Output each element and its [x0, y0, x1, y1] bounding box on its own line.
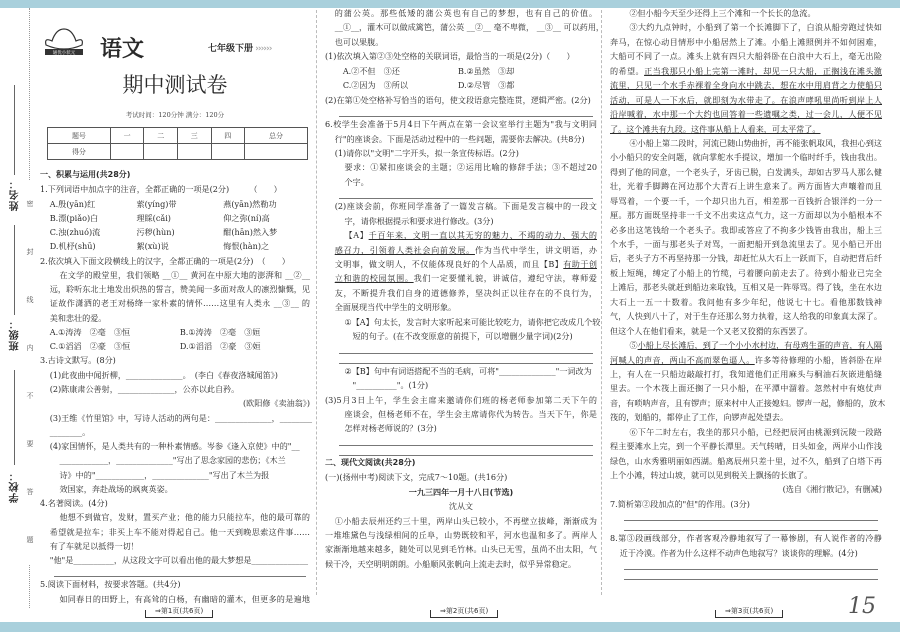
text-line [610, 338, 882, 352]
score-header: 总分 [245, 128, 308, 144]
school-field[interactable] [14, 370, 15, 465]
underlined-text: 立和谐的校园氛围。 [334, 273, 414, 284]
text-line: 希望就是拉车；非买上车不能对得起自己。他一天到晚思索这件事…… [49, 526, 310, 537]
underlined-text: 千百年来，文明一直以其无穷的魅力、不竭的动力、强大的 [368, 230, 597, 241]
answer-options [40, 239, 310, 253]
answer-line[interactable] [54, 567, 306, 577]
option: 燕(yān)然勒功 [223, 198, 277, 209]
text-line: 辱骂着，一个要一千，一个却只出九百，相差那一百钱折合银洋约一分一 [610, 195, 882, 206]
page-footer-2: ⇒第2页(共6页) [430, 606, 498, 618]
subject-title: 语文 [100, 37, 145, 62]
option: D.①滔滔 ②豪 ③姮 [179, 341, 261, 352]
answer-options [40, 211, 310, 225]
text-line: 他想不到做官，发财，置买产业；他的能力只能拉车，他的最可靠的 [59, 512, 310, 523]
option: A.②不但 ③还 [334, 65, 400, 76]
score-header: 一 [110, 128, 144, 144]
option: B.漂(piǎo)白 [49, 212, 99, 223]
text-line: 怎样对杨老师说的？(3分) [344, 423, 437, 434]
score-row-label: 得分 [48, 144, 111, 160]
text-line: ④小船上第二段时，河流已随山势曲折，再不能张帆取风，我担心到这 [629, 137, 882, 148]
answer-line[interactable] [624, 570, 878, 580]
text-line: 后，老头子方不再坚持那一分钱，却赶忙从大石上一跃而下，自动把背后纤 [610, 253, 882, 264]
option: 絮(xù)说 [136, 241, 169, 252]
text-line [610, 107, 882, 121]
text-line: (2)陈康肃公善射，______________，公亦以此自矜。 [49, 383, 240, 394]
text-line: 的蒲公英。那些低矮的蒲公英也有自己的梦想，也有自己的价值。 [334, 8, 597, 18]
text-line: 个水手，一面与那老头子对骂，一面把船开到急流里去了。见小船已开出 [610, 239, 882, 249]
text-line [325, 271, 597, 285]
option: D.机杼(shū) [49, 241, 96, 252]
underlined-text: 小船上尽长滩后，到了一个小小水村边，有母鸡生蛋的声音，有人隔 [637, 340, 882, 351]
score-cell[interactable] [144, 144, 178, 160]
page-footer-1: ⇒第1页(共6页) [145, 606, 213, 618]
option: A.殷(yān)红 [49, 198, 96, 209]
text-line: 音，有唢呐声音，且有锣声；原来村中人正接媳妇。锣声一起，修船的，放木 [610, 397, 886, 408]
option [400, 64, 458, 78]
score-header: 二 [144, 128, 178, 144]
score-cell[interactable] [110, 144, 144, 160]
text-line: (一)(扬州中考)阅读下文，完成7～10题。(共16分) [325, 472, 508, 483]
text-line: (选自《湘行散记》，有删减) [782, 484, 882, 495]
option: B.①涛涛 ②毫 ③姮 [179, 326, 261, 337]
answer-options [325, 64, 597, 78]
logo-text: 通优小状元 [52, 51, 76, 56]
text-line: 8.第③段画线部分，作者客观冷静地叙写了一幕惨剧，有人说作者的冷静 [610, 533, 882, 544]
text-line: 7.简析第②段加点的"但"的作用。(3分) [610, 498, 750, 509]
text-line: 证故作潇洒的老王对杨绛一家朴素的情怀……这里有人类永 __③__ 的 [49, 298, 310, 309]
answer-line[interactable] [339, 189, 593, 199]
text-line [610, 353, 882, 367]
text-line: ②但小船今天至少还得上三个滩和一个长长的急流。 [629, 8, 816, 18]
text-line [610, 122, 882, 136]
text-line: 得到了他的同意，一个老头子，牙齿已脱，白发满头，却如古罗马人那么健 [610, 166, 882, 177]
text-segment: 许多等待修理的小船，皆斜卧在岸 [754, 354, 882, 365]
score-cell[interactable] [245, 144, 308, 160]
text-segment: 作为当代中学生，讲文明语，办 [474, 244, 597, 255]
answer-line[interactable] [339, 344, 593, 354]
text-line: ⑥下午二时左右，我坐的那只小船，已经把辰河由桃源到沅陵一段路 [629, 426, 882, 437]
underlined-text: 正当我那只小船上完第一滩时，却见一只大船，正搁浅在滩头激 [644, 65, 882, 76]
text-line [610, 93, 882, 107]
score-table [47, 127, 308, 160]
scan-bottom-border [0, 622, 900, 632]
text-line: 5.阅读下面材料，按要求答题。(共4分) [40, 579, 181, 590]
option: 酣(hān)然入梦 [223, 227, 278, 238]
text-line: 板上短绳，缚定了小船上的竹缆，弓着腰向前走去了。待到小船业已完全 [610, 267, 882, 278]
page-number: 15 [848, 594, 876, 619]
text-line: 必多出这笔钱给一个老头子。我即或答应了不拘多少钱皆由我出，船上三 [610, 224, 882, 235]
underlined-text: 河喊人的声音，两山不高而翠色逼人。 [610, 354, 755, 365]
score-header-row [48, 128, 308, 144]
text-line: ②【B】句中有词语搭配不当的毛病，可将"______________"一词改为 [344, 365, 592, 376]
text-line: ①【A】句太长，发言时大家听起来可能比较吃力，请你把它改成几个较 [344, 316, 601, 327]
name-label: 姓名： [10, 178, 21, 211]
text-line: 也可以果腹。 [334, 36, 384, 47]
text-line: (1)此夜曲中闻折柳，______________。 (李白《春夜洛城闻笛》) [49, 369, 278, 380]
text-line: 近于冷漠。作者为什么这样不动声色地叙写？谈谈你的理解。(4分) [619, 547, 858, 558]
text-line: 4.名著阅读。(4分) [40, 498, 108, 509]
text-line: 1.下列词语中加点字的注音，全都正确的一项是(2分) （ ） [40, 184, 282, 195]
section-heading: 一、积累与运用(共28分) [40, 170, 131, 179]
score-row [48, 144, 308, 160]
text-line: 短的句子。(在不改变原意的前提下，可以增删少量字词)(2分) [344, 331, 573, 342]
answer-line[interactable] [624, 511, 878, 521]
underlined-text: 了。这个滩共有九段。 [610, 123, 691, 134]
text-line: 座谈会，但杨老师不在，学生会主席请你代为转告。当天下午，你是 [344, 408, 597, 419]
text-line: (2)在第①处空格补写恰当的语句，使文段语意完整连贯，逻辑严密。(2分) [325, 94, 591, 105]
text-segment: 【A】 [344, 230, 369, 241]
text-line: __①__，灌木可以做成篱笆，蒲公英 __②__ 毫不卑微， __③__ 可以药用， [334, 22, 605, 33]
text-line [325, 243, 597, 257]
score-cell[interactable] [211, 144, 245, 160]
text-line: 沈从文 [448, 501, 474, 512]
text-segment: 的希望。 [610, 65, 645, 76]
text-line: (1)请你以"文明"二字开头，拟一条宣传标语。(2分) [334, 147, 519, 158]
underlined-text: 感召力，引领着人类社会向前发展。 [334, 244, 475, 255]
answer-options [325, 78, 597, 92]
text-line: (1)依次填入第②③处空格的关联词语，最恰当的一项是(2分)（ ） [325, 51, 575, 62]
text-line: (4)家国情怀，是人类共有的一种朴素情感。岑参《逢入京使》中的"__ [49, 441, 300, 452]
text-line: 奔马，在惊心动目情形中小船居然上了滩。小船上滩照例并不如何困难， [610, 36, 882, 47]
text-line [610, 64, 882, 78]
arrows-decoration-icon: ›››››› [253, 44, 272, 54]
text-line: (3)5月3日上午，学生会主席来邀请你们班的杨老师参加第二天下午的 [325, 394, 597, 405]
column-divider [316, 10, 317, 595]
underlined-text: 沿岸喊着，水中那一个大约也回答着一些遗嘱之类，过一会儿，人便不见 [610, 109, 882, 120]
grade-text: 七年级下册 [208, 44, 254, 54]
answer-line[interactable] [339, 446, 593, 456]
option: C.浊(zhuó)流 [49, 227, 101, 238]
text-line: 大船可不同了一点。滩头上就有四只大船斜卧在白浪中大石上，毫无出险 [610, 51, 882, 62]
text-line: 6.校学生会准备于5月4日下午两点在第一会议室举行主题为"我与文明同 [325, 119, 597, 130]
option: 萦(yíng)带 [136, 198, 177, 209]
text-line: 家渐渐地越来越多，随处可以见到毛竹林。山头已无雪，虽尚不出太阳，气 [325, 544, 597, 555]
answer-line[interactable] [339, 354, 593, 364]
text-line: 要求：①紧扣座谈会的主题；②运用比喻的修辞手法；③不超过20 [344, 162, 597, 173]
text-line: "__________"。(1分) [344, 380, 429, 391]
text-line: 远，聆听东北土地发出炽热的誓言，赞美闻一多面对敌人的凛烈慷慨，见 [49, 284, 310, 295]
section-heading: 二、现代文阅读(共28分) [325, 457, 416, 467]
option: 仰之弥(ní)高 [223, 212, 270, 223]
exam-title: 期中测试卷 [122, 73, 228, 97]
option: C.②因为 ③所以 [334, 80, 408, 91]
passage-title: 一九三四年一月十八日(节选) [408, 486, 514, 497]
seal-text: 密封线内不要答题 [25, 180, 35, 564]
class-label: 班级： [10, 318, 21, 351]
answer-options [40, 339, 310, 353]
text-line: (欧阳修《卖油翁》) [242, 398, 310, 409]
text-line: 如同春日的田野上，有高耸的白杨，有幽暗的灌木，但更多的是遍地 [59, 593, 310, 604]
text-line: 气，人快到八十了，对于生存还那么努力执着，这人给我的印象真太深了。 [610, 311, 882, 322]
class-field[interactable] [14, 225, 15, 315]
answer-line[interactable] [339, 107, 593, 117]
text-line: 有了车就足以抵得一切！ [49, 540, 139, 551]
text-line: 全面展现当代中学生的文明形象。 [334, 302, 457, 313]
text-line: 候干冷，天空明明朗朗。小船顺风张帆向上流走去时，似乎异常稳定。 [325, 558, 576, 569]
text-line: 一堆堆黛色与浅绿相间的丘阜，山势既较和平，河水也温和多了。两岸人 [325, 530, 597, 540]
option: 污秽(hùn) [136, 227, 175, 238]
answer-line[interactable] [624, 521, 878, 531]
text-line: 壮，光着手脚蹲在河边那个大青石上讲生意来了。两方面皆大声嚷着而且 [610, 181, 882, 192]
text-segment: ⑤ [629, 340, 638, 351]
text-line: 友，不断提升我们自身的道德修养，坚决纠正以往存在的不良行为， [334, 287, 597, 298]
column-2 [325, 6, 605, 571]
text-line: ____________，______________"写出了思念家园的悲伤；《木兰 [59, 455, 286, 466]
answer-options [40, 225, 310, 239]
answer-options [40, 197, 310, 211]
text-line: 厘。那方面既坚持非一千文不出卖这点气力，这一方面却以为小船根本不 [610, 210, 882, 221]
text-line: (2)座谈会前，你班同学准备了一篇发言稿。下面是发言稿中的一段文 [334, 201, 597, 212]
option: C.①滔滔 ②豪 ③恒 [49, 341, 131, 352]
text-line: 绿色，山水秀雅明丽如西湖。船离辰州只差十里，过不久，船到了白塔下再 [610, 455, 882, 466]
option: 理睬(cǎi) [136, 212, 171, 223]
logo-hat-icon [42, 27, 86, 57]
column-3 [610, 6, 886, 580]
column-1 [40, 168, 313, 606]
text-line: 里去。一个木筏上面还搁了一只小船，在平潭中溜着。忽然村中有炮仗声 [610, 383, 882, 394]
underlined-text: 活动，可是人一下水后，就即刻为水带走了。在浪声哮吼里尚听到岸上人 [610, 94, 882, 105]
text-line: 个字。 [344, 176, 369, 187]
school-label: 学校： [10, 470, 21, 503]
score-header: 三 [177, 128, 211, 144]
text-line: ①小船去辰州还约三十里，两岸山头已较小，不再壁立拔峰，渐渐成为 [334, 515, 597, 526]
option: A.①涛涛 ②毫 ③恒 [49, 326, 131, 337]
answer-line[interactable] [624, 560, 878, 570]
score-cell[interactable] [177, 144, 211, 160]
text-line [325, 228, 597, 242]
text-line: 上个小滩，转过山坡，就可以见到税关上飘扬的长旗了。 [610, 470, 813, 480]
underlined-text: 有助于创 [563, 259, 597, 269]
option: B.②虽然 ③却 [457, 65, 515, 76]
text-line: 字，请你根据提示和要求进行修改。(3分) [344, 215, 494, 226]
column-divider [601, 10, 602, 595]
answer-options [40, 325, 310, 339]
text-line: 程主要滩水上完，到一个平静长潭里。天气转晴，日头如金，两岸小山作浅 [610, 441, 882, 452]
option [400, 78, 458, 92]
answer-line[interactable] [339, 436, 593, 446]
text-line: 效国家，奔赴战场的飒爽英姿。 [59, 483, 173, 494]
text-line: ③大约九点钟时，小船到了第一个长滩脚下了，白浪从船旁跑过快如 [629, 22, 882, 33]
text-line: 但这个人在他们看来，就是一个又老又狡猾的东西罢了。 [610, 325, 813, 336]
text-line [610, 78, 882, 92]
text-segment: 文明事，做文明人，不仅能体现良好的个人品质，而且【B】 [334, 259, 564, 269]
text-line: (3)王维《竹里馆》中，写诗人活动的两句是：______________，________ [49, 412, 313, 423]
underlined-text: 流里，只见一个水手赤裸着全身向水中跳去，想在水中用肩背之力使船只 [610, 80, 882, 91]
name-field[interactable] [14, 85, 15, 175]
score-header: 四 [211, 128, 245, 144]
text-line: ________。 [49, 426, 91, 437]
exam-info: 考试时间：120分钟 满分：120分 [125, 111, 225, 119]
text-line: 美和悲壮的爱。 [49, 312, 107, 323]
text-line: 3.古诗文默写。(8分) [40, 355, 116, 366]
text-line: 小小船只的安全问题，就向掌舵水手提议，增加一个临时纤手，钱由我出。 [610, 152, 882, 163]
score-header: 题号 [48, 128, 111, 144]
text-line: 大石上一五一十数着。我问他有多少年纪，他说七十七。看他那数钱神 [610, 296, 882, 307]
text-segment: 我们一定要懂礼貌，讲诚信，遵纪守法，尊师爱 [413, 273, 597, 284]
text-line: 上，有人在一只船边敲敲打打，我知道他们正用麻头与桐油石灰嵌进船缝 [610, 368, 882, 379]
page-footer-3: ⇒第3页(共6页) [715, 606, 783, 618]
option: 悔恨(hàn)之 [223, 241, 270, 252]
text-line: 在文学的殿堂里，我们领略 __①__ 黄河在中原大地的澎湃和 __②__ [59, 269, 310, 280]
text-line: "他"是__________，从这段文字可以看出他的最大梦想是______________ [49, 555, 309, 566]
text-line: 筏的，划船的，都停止了工作，向锣声起处望去。 [610, 412, 789, 423]
grade-label [208, 41, 271, 54]
underlined-text: 这件事从船上人看来，可太平常了。 [690, 123, 821, 134]
text-line [325, 257, 597, 271]
text-line: 诗》中的"____________，______________"写出了木兰为报 [59, 469, 270, 480]
option: D.②尽管 ③都 [457, 80, 515, 91]
text-line: 2.依次填入下面文段横线上的汉字，全都正确的一项是(2分) （ ） [40, 255, 290, 266]
text-line: 上滩后，那老头就赶到船边来取钱，互相又是一阵辱骂。得了钱，坐在水边 [610, 282, 882, 293]
text-line: 行"的座谈会。下面是活动过程中的一些问题，需要你去解决。(共8分) [334, 133, 585, 144]
